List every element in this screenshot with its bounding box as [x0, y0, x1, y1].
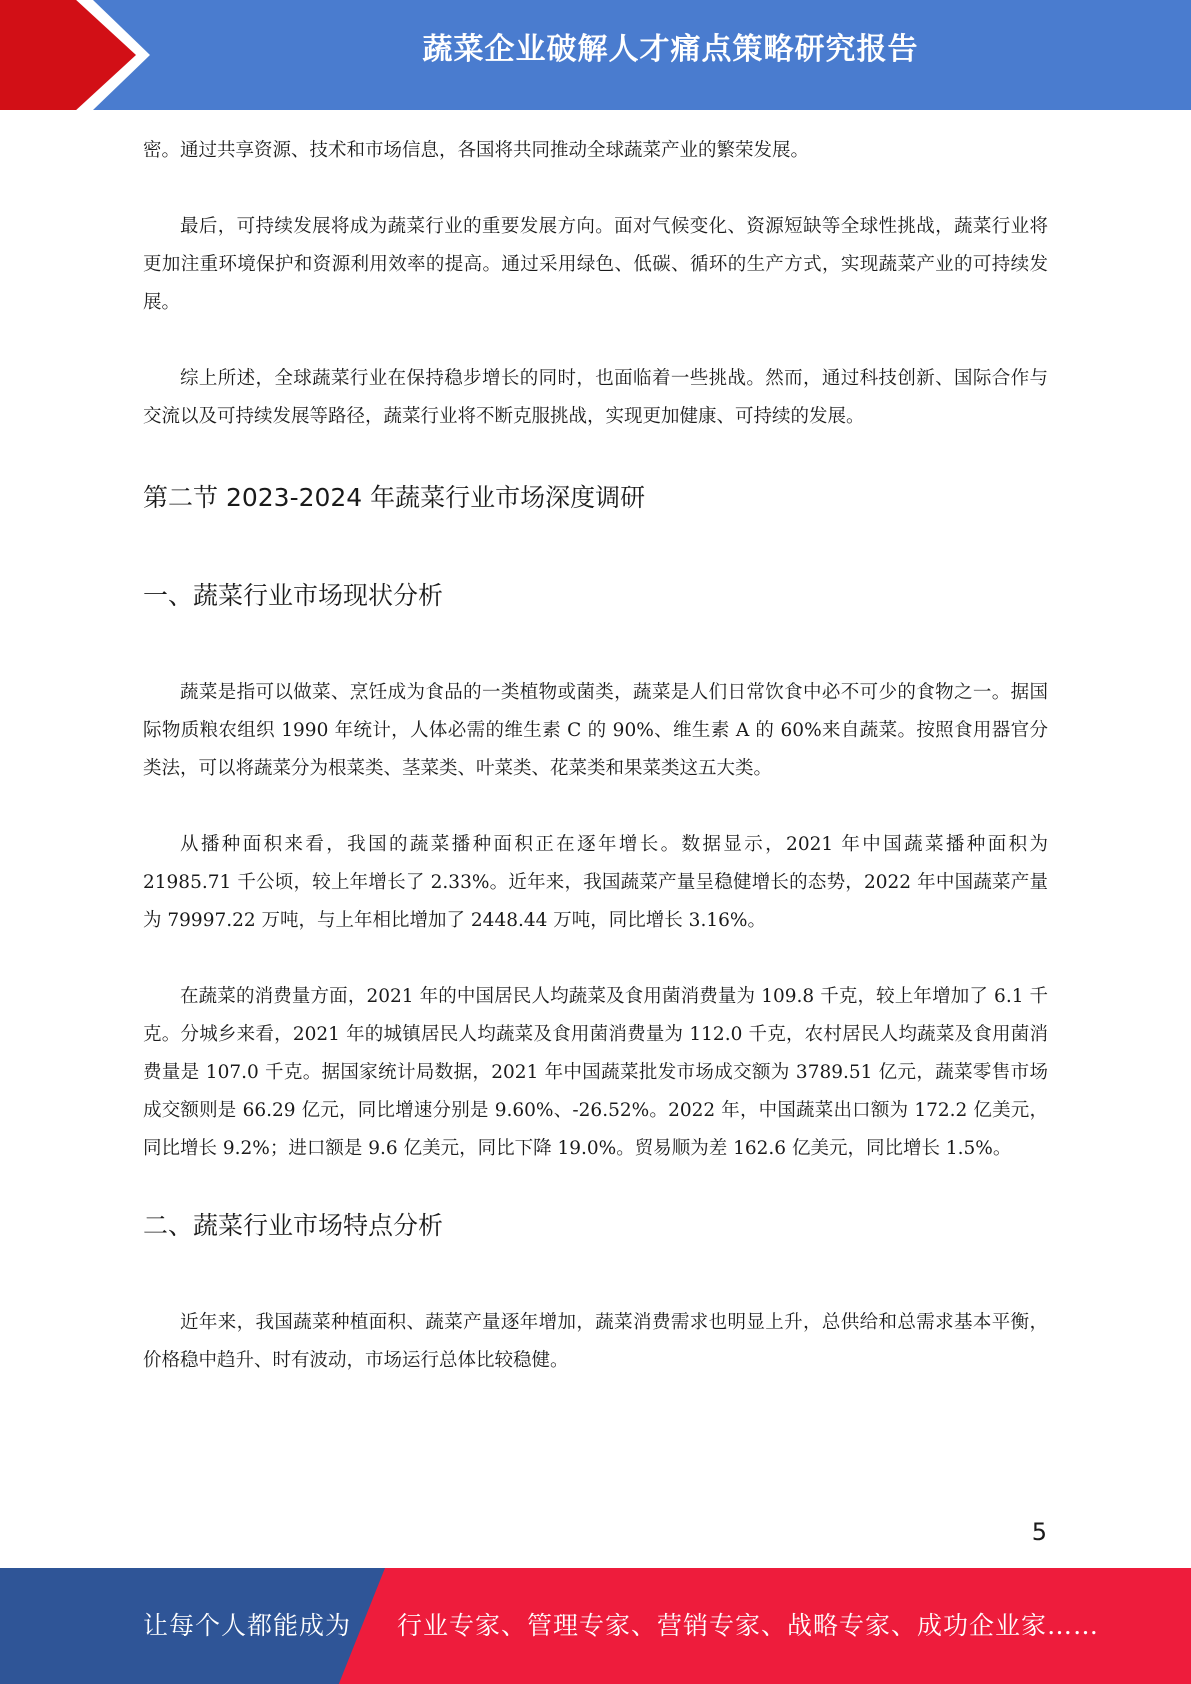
paragraph-summary: 综上所述，全球蔬菜行业在保持稳步增长的同时，也面临着一些挑战。然而，通过科技创新、国际合作与交流以及可持续发展等路径，蔬菜行业将不断克服挑战，实现更加健康、可持续的发展。: [143, 368, 1048, 427]
header-chevron-arrow: [0, 0, 136, 110]
paragraph-planting-area: 从播种面积来看，我国的蔬菜播种面积正在逐年增长。数据显示，2021 年中国蔬菜播种面积为 21985.71 千公顷，较上年增长了 2.33%。近年来，我国蔬菜产量呈稳健增长的态势，2022 年中国蔬菜产量为 79997.22 万吨，与上年相比增加了 2448.44 万吨，同比增长 3.16%。: [143, 834, 1048, 931]
report-title: 蔬菜企业破解人才痛点策略研究报告: [422, 32, 919, 67]
footer-slogan-left: 让每个人都能成为: [143, 1611, 352, 1640]
paragraph-continuation: 密。通过共享资源、技术和市场信息，各国将共同推动全球蔬菜产业的繁荣发展。: [143, 140, 810, 161]
page-number: 5: [1031, 1518, 1047, 1546]
paragraph-market-features: 近年来，我国蔬菜种植面积、蔬菜产量逐年增加，蔬菜消费需求也明显上升，总供给和总需求基本平衡，价格稳中趋升、时有波动，市场运行总体比较稳健。: [143, 1312, 1048, 1371]
page-header: [0, 0, 1191, 110]
paragraph-consumption: 在蔬菜的消费量方面，2021 年的中国居民人均蔬菜及食用菌消费量为 109.8 千克，较上年增加了 6.1 千克。分城乡来看，2021 年的城镇居民人均蔬菜及食用菌消费量为 112.0 千克，农村居民人均蔬菜及食用菌消费量是 107.0 千克。据国家统计局数据，2021 年中国蔬菜批发市场成交额为 3789.51 亿元，蔬菜零售市场成交额则是 66.29 亿元，同比增速分别是 9.60%、-26.52%。2022 年，中国蔬菜出口额为 172.2 亿美元，同比增长 9.2%；进口额是 9.6 亿美元，同比下降 19.0%。贸易顺为差 162.6 亿美元，同比增长 1.5%。: [143, 986, 1048, 1159]
paragraph-vegetable-definition: 蔬菜是指可以做菜、烹饪成为食品的一类植物或菌类，蔬菜是人们日常饮食中必不可少的食物之一。据国际物质粮农组织 1990 年统计，人体必需的维生素 C 的 90%、维生素 A 的 60%来自蔬菜。按照食用器官分类法，可以将蔬菜分为根菜类、茎菜类、叶菜类、花菜类和果菜类这五大类。: [143, 682, 1048, 779]
page-footer: [0, 1568, 1191, 1684]
footer-slogan-right: 行业专家、管理专家、营销专家、战略专家、成功企业家……: [397, 1611, 1100, 1640]
section-title: 第二节 2023-2024 年蔬菜行业市场深度调研: [143, 483, 646, 512]
subsection-title-market-features: 二、蔬菜行业市场特点分析: [143, 1211, 444, 1240]
paragraph-sustainable-development: 最后，可持续发展将成为蔬菜行业的重要发展方向。面对气候变化、资源短缺等全球性挑战，蔬菜行业将更加注重环境保护和资源利用效率的提高。通过采用绿色、低碳、循环的生产方式，实现蔬菜产业的可持续发展。: [143, 216, 1048, 313]
page-body: [143, 132, 1048, 1418]
subsection-title-market-status: 一、蔬菜行业市场现状分析: [143, 581, 444, 610]
